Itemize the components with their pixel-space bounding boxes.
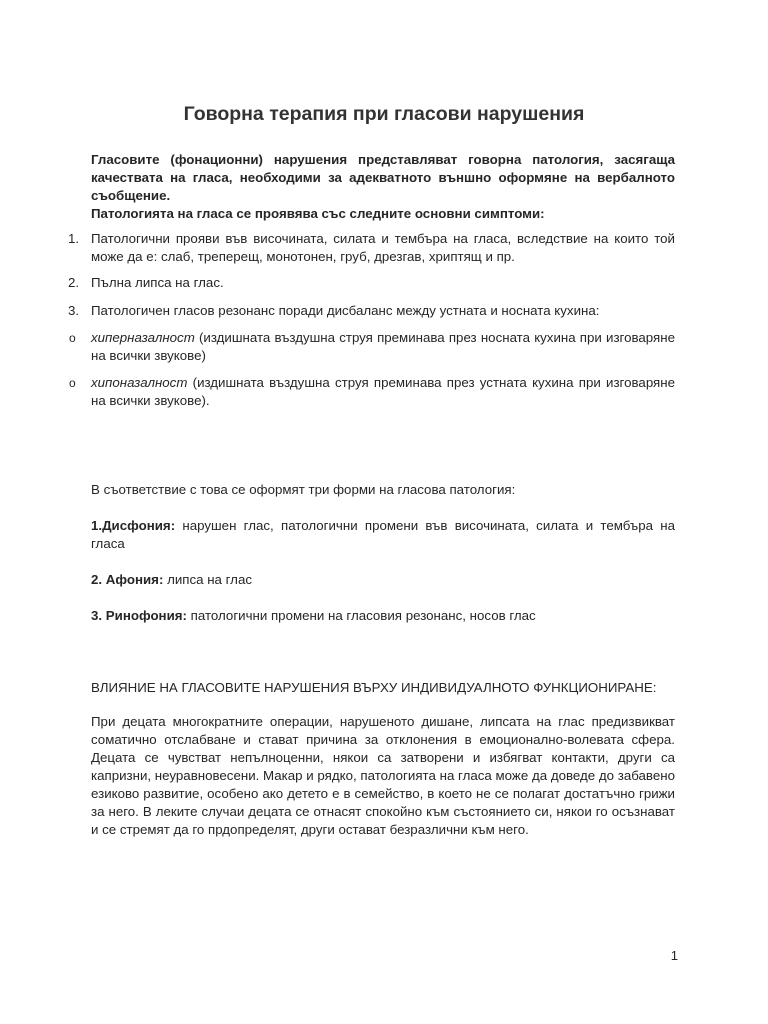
form-colon: :	[182, 608, 187, 623]
symptom-item	[68, 302, 675, 320]
page-title: Говорна терапия при гласови нарушения	[183, 103, 585, 126]
subitem-text: (издишната въздушна струя преминава през носната кухина при изговаряне на всички звукове)	[91, 330, 675, 363]
symptom-text: Патологични прояви във височината, силата и тембъра на гласа, вследствие на които той може да е: слаб, треперещ, монотонен, груб, дрезгав, хриптящ и пр.	[91, 231, 675, 264]
list-number: 2.	[68, 275, 80, 290]
list-number: 1.	[68, 231, 80, 246]
form-colon: :	[170, 518, 176, 533]
form-definition	[91, 517, 675, 553]
symptom-text: Пълна липса на глас.	[91, 275, 224, 290]
form-definition	[91, 571, 675, 589]
subitem-text: (издишната въздушна струя преминава през устната кухина при изговаряне на всички звукове).	[91, 375, 675, 408]
symptom-item	[68, 230, 675, 266]
form-text: патологични промени на гласовия резонанс, носов глас	[186, 608, 536, 623]
form-text: липса на глас	[163, 572, 252, 587]
form-definition	[91, 607, 675, 625]
resonance-subitem	[69, 329, 675, 365]
body-paragraph: При децата многократните операции, нарушеното дишане, липсата на глас предизвикват соматично отслабване и стават причина за отклонения в емоционално-волевата сфера. Децата се чувстват непълноценни, някои са затворени и избягват контакти, други са капризни, неуравновесени. Макар и рядко, патологията на гласа може да доведе до забавено езиково развитие, особено ако детето е в семейство, в което не се полагат достатъчно грижи за него. В леките случаи децата се отнасят спокойно към състоянието си, някои го осъзнават и се стремят да го прдопределят, други остават безразлични към него.	[91, 714, 675, 837]
intro-paragraph	[91, 151, 675, 223]
list-number: 3.	[68, 303, 80, 318]
form-term: 3. Ринофония	[91, 608, 183, 623]
bullet-circle-icon: o	[69, 376, 76, 390]
form-term: 2. Афония	[91, 572, 159, 587]
symptom-item	[68, 274, 675, 292]
subitem-term: хипоназалност	[91, 375, 188, 390]
page-number: 1	[670, 948, 678, 963]
symptom-text: Патологичен гласов резонанс поради дисбаланс между устната и носната кухина:	[91, 303, 600, 318]
bullet-circle-icon: o	[69, 331, 76, 345]
forms-intro: В съответствие с това се оформят три форми на гласова патология:	[91, 482, 516, 497]
intro-text: Гласовите (фонационни) нарушения представляват говорна патология, засягаща качествата на гласа, необходими за адекватното външно оформяне на вербалното съобщение.	[91, 152, 675, 203]
resonance-subitem	[69, 374, 675, 410]
form-term: 1.Дисфония	[91, 518, 171, 533]
symptoms-lead: Патологията на гласа се проявява със следните основни симптоми:	[91, 206, 545, 221]
form-text: нарушен глас, патологични промени във височината, силата и тембъра на гласа	[91, 518, 675, 551]
section-heading: ВЛИЯНИЕ НА ГЛАСОВИТЕ НАРУШЕНИЯ ВЪРХУ ИНДИВИДУАЛНОТО ФУНКЦИОНИРАНЕ:	[91, 680, 657, 695]
subitem-term: хиперназалност	[91, 330, 195, 345]
form-colon: :	[158, 572, 164, 587]
